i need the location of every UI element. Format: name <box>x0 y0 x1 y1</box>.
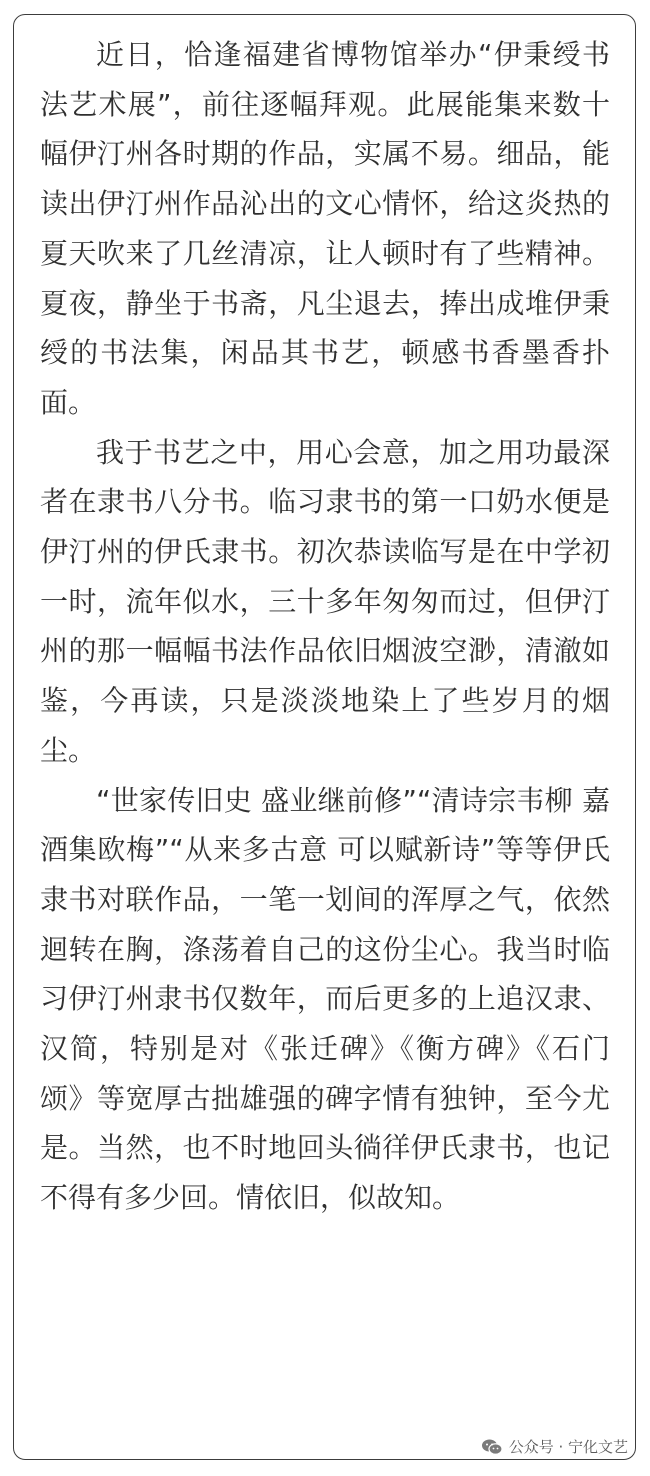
wechat-icon <box>481 1438 503 1456</box>
wechat-watermark <box>475 1436 628 1457</box>
article-body <box>40 30 610 1223</box>
paragraph-2: 我于书艺之中，用心会意，加之用功最深者在隶书八分书。临习隶书的第一口奶水便是伊汀州的伊氏隶书。初次恭读临写是在中学初一时，流年似水，三十多年匆匆而过，但伊汀州的那一幅幅书法作品依旧烟波空渺，清澈如鉴，今再读，只是淡淡地染上了些岁月的烟尘。 <box>40 435 610 767</box>
paragraph-3: “世家传旧史 盛业继前修”“清诗宗韦柳 嘉酒集欧梅”“从来多古意 可以赋新诗”等等伊氏隶书对联作品，一笔一划间的浑厚之气，依然迴转在胸，涤荡着自己的这份尘心。我当时临习伊汀州隶书仅数年，而后更多的上追汉隶、汉简，特别是对《张迁碑》《衡方碑》《石门颂》等宽厚古拙雄强的碑字情有独钟，至今尤是。当然，也不时地回头徜徉伊氏隶书，也记不得有多少回。情依旧，似故知。 <box>40 783 610 1215</box>
paragraph-1: 近日，恰逢福建省博物馆举办“伊秉绶书法艺术展”，前往逐幅拜观。此展能集来数十幅伊汀州各时期的作品，实属不易。细品，能读出伊汀州作品沁出的文心情怀，给这炎热的夏天吹来了几丝清凉，让人顿时有了些精神。夏夜，静坐于书斋，凡尘退去，捧出成堆伊秉绶的书法集，闲品其书艺，顿感书香墨香扑面。 <box>40 38 610 419</box>
watermark-text: 公众号 · 宁化文艺 <box>508 1438 628 1456</box>
